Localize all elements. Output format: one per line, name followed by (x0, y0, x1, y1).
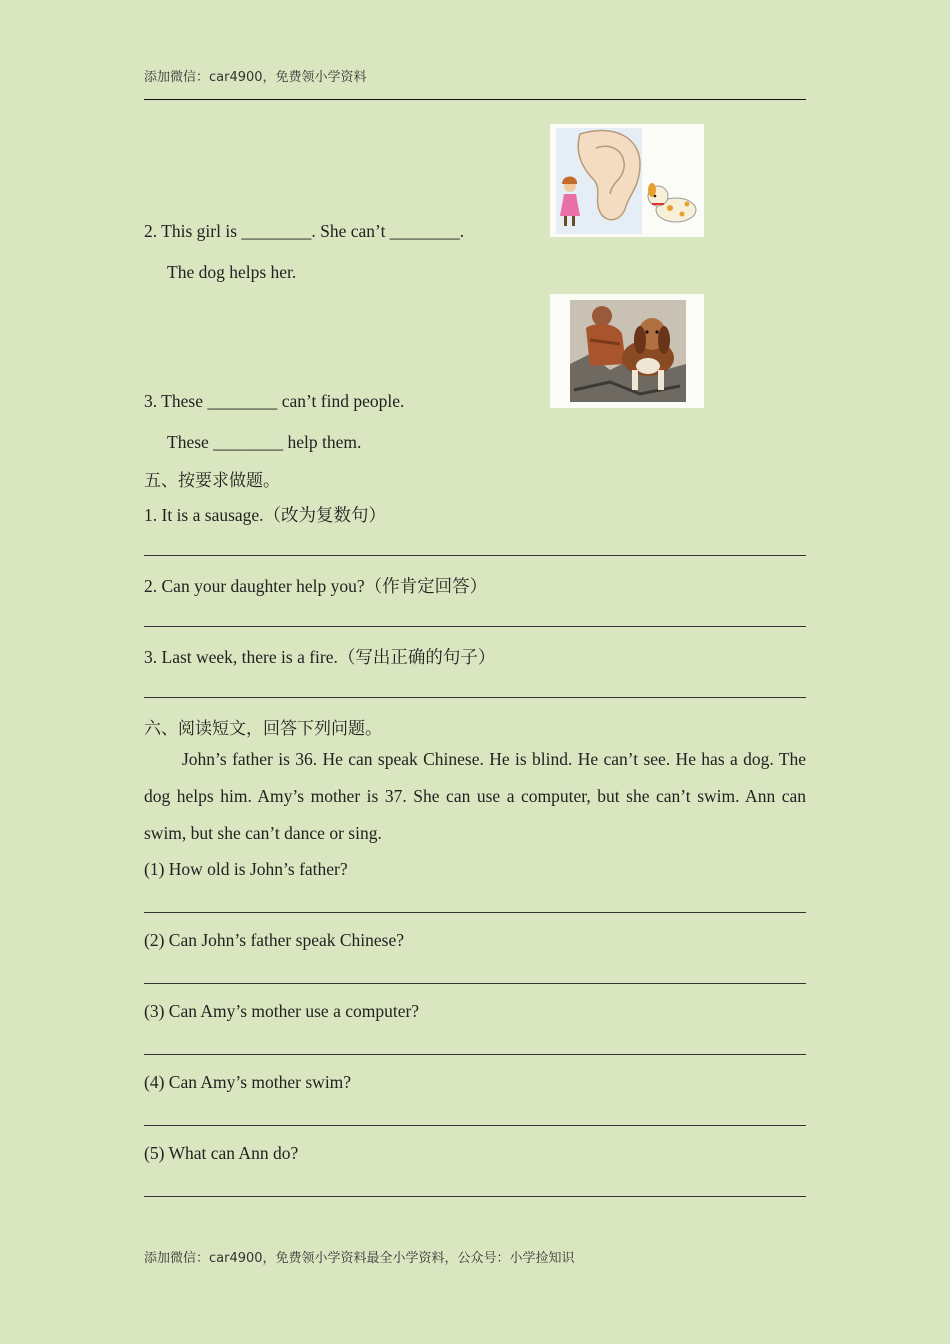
answer-line[interactable] (144, 626, 806, 627)
question-4: (4) Can Amy’s mother swim? (144, 1072, 352, 1092)
question-3: (3) Can Amy’s mother use a computer? (144, 1001, 420, 1021)
q3-line1: 3. These ________ can’t find people. (144, 391, 405, 411)
question-2: (2) Can John’s father speak Chinese? (144, 930, 404, 950)
question-1: (1) How old is John’s father? (144, 859, 348, 879)
q2-line1: 2. This girl is ________. She can’t ________. (144, 221, 465, 241)
deaf-girl-dog-illustration (550, 124, 704, 237)
section5-q3: 3. Last week, there is a fire.（写出正确的句子） (144, 647, 496, 667)
section5-title: 五、按要求做题。 (144, 471, 280, 491)
answer-line[interactable] (144, 555, 806, 556)
q3-line2: These ________ help them. (167, 432, 362, 452)
section5-q2: 2. Can your daughter help you?（作肯定回答） (144, 576, 488, 596)
header-text: 添加微信：car4900，免费领小学资料 (144, 70, 367, 85)
reading-passage: John’s father is 36. He can speak Chinese. He is blind. He can’t see. He has a dog. The dog helps him. Amy’s mother is 37. She can use a computer, but she can’t swim. Ann can swim, but she can’t dance or sing. (144, 749, 806, 843)
section6-title: 六、阅读短文，回答下列问题。 (144, 719, 382, 739)
rescue-dog-illustration (550, 294, 704, 408)
answer-line[interactable] (144, 1125, 806, 1126)
answer-line[interactable] (144, 983, 806, 984)
answer-line[interactable] (144, 912, 806, 913)
footer-text: 添加微信：car4900，免费领小学资料最全小学资料，公众号：小学捡知识 (144, 1251, 575, 1266)
question-5: (5) What can Ann do? (144, 1143, 299, 1163)
answer-line[interactable] (144, 1054, 806, 1055)
answer-line[interactable] (144, 697, 806, 698)
section5-q1: 1. It is a sausage.（改为复数句） (144, 505, 387, 525)
answer-line[interactable] (144, 1196, 806, 1197)
header-divider (144, 99, 806, 100)
q2-line2: The dog helps her. (167, 262, 297, 282)
